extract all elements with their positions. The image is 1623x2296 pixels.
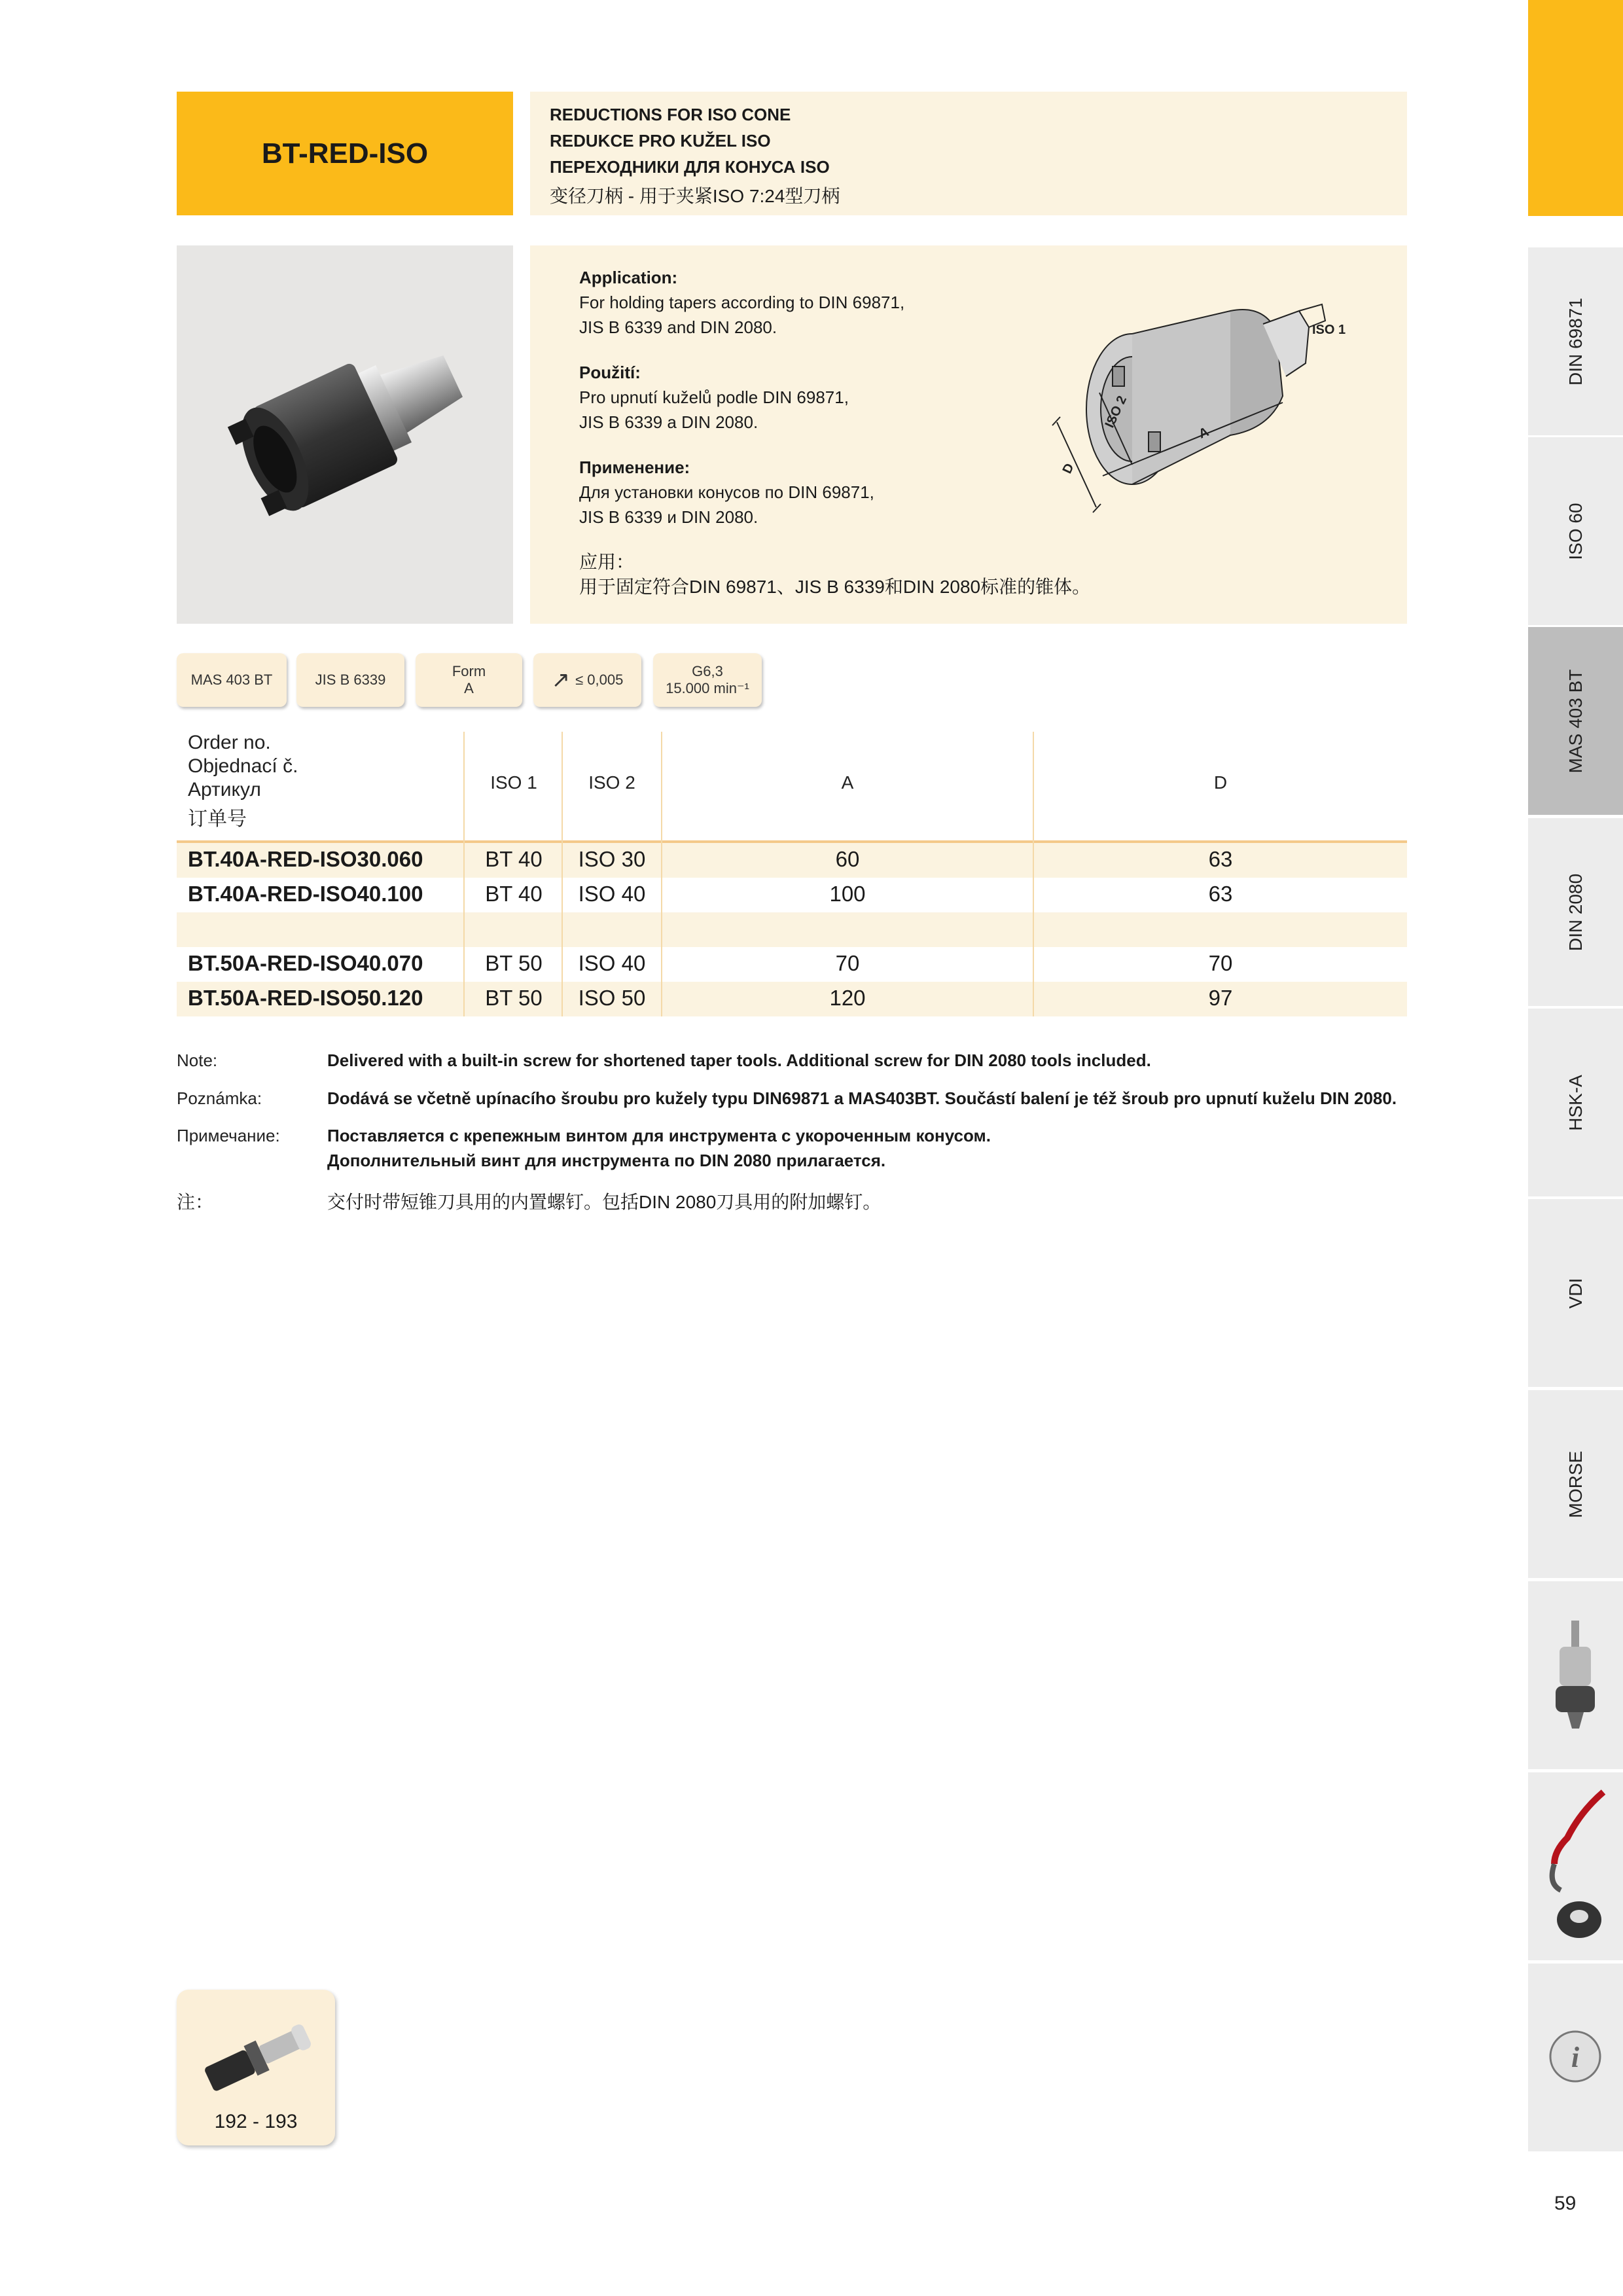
header-order-ru: Артикул	[188, 779, 261, 800]
iso2-value: ISO 40	[578, 951, 646, 975]
d-value: 63	[1208, 882, 1233, 906]
sidebar-item-iso60[interactable]	[1528, 437, 1623, 625]
sidebar-item-din2080[interactable]	[1528, 818, 1623, 1006]
sidebar-item-morse[interactable]	[1528, 1390, 1623, 1578]
page-number: 59	[1554, 2193, 1577, 2214]
order-code: BT.40A-RED-ISO40.100	[188, 882, 423, 906]
note-label-en: Note:	[177, 1050, 218, 1070]
drawing-label-iso1: ISO 1	[1312, 323, 1346, 337]
spec-chip-runout	[533, 653, 641, 707]
spec-balance: G6,3	[692, 663, 723, 679]
iso1-value: BT 40	[485, 882, 543, 906]
application-text-cz-1: Pro upnutí kuželů podle DIN 69871,	[579, 387, 849, 407]
drawing-label-d: D	[1060, 461, 1077, 476]
sidebar-item-info[interactable]	[1528, 1964, 1623, 2151]
order-code: BT.50A-RED-ISO40.070	[188, 951, 423, 975]
a-value: 100	[829, 882, 866, 906]
header-a: A	[841, 772, 854, 793]
reference-card[interactable]	[177, 1990, 335, 2145]
spec-standard1: MAS 403 BT	[190, 672, 273, 688]
d-value: 97	[1208, 986, 1233, 1010]
title-box	[177, 92, 513, 215]
note-text-ru-2: Дополнительный винт для инструмента по DIN 2080 прилагается.	[327, 1151, 886, 1170]
spec-chip-jis	[296, 653, 404, 707]
sidebar-item-label: DIN 69871	[1565, 297, 1586, 386]
note-label-cz: Poznámka:	[177, 1088, 262, 1108]
sidebar-item-label: MAS 403 BT	[1565, 669, 1586, 773]
sidebar-accent	[1528, 0, 1623, 216]
a-value: 70	[835, 951, 860, 975]
sidebar-item-wrench-nut[interactable]	[1528, 1772, 1623, 1960]
subtitle-cz: REDUKCE PRO KUŽEL ISO	[550, 131, 771, 151]
application-text-ru-2: JIS B 6339 и DIN 2080.	[579, 507, 758, 527]
note-label-ru: Примечание:	[177, 1126, 280, 1145]
order-code: BT.40A-RED-ISO30.060	[188, 847, 423, 871]
sidebar-item-drill-chuck[interactable]	[1528, 1581, 1623, 1769]
header-order-zh: 订单号	[188, 808, 247, 830]
application-heading-ru: Применение:	[579, 457, 690, 477]
product-photo	[177, 245, 513, 624]
application-text-cz-2: JIS B 6339 a DIN 2080.	[579, 412, 758, 432]
sidebar-item-label: MORSE	[1565, 1450, 1586, 1518]
spec-chip-mas403bt	[177, 653, 287, 707]
sidebar-item-din69871[interactable]	[1528, 247, 1623, 435]
sidebar-item-label: HSK-A	[1565, 1074, 1586, 1131]
d-value: 63	[1208, 847, 1233, 871]
a-value: 60	[835, 847, 860, 871]
drawing-label-a: A	[1196, 424, 1211, 442]
application-box	[530, 245, 1407, 624]
note-text-ru-1: Поставляется с крепежным винтом для инструмента с укороченным конусом.	[327, 1126, 991, 1145]
sidebar-item-vdi[interactable]	[1528, 1199, 1623, 1387]
application-heading-en: Application:	[579, 268, 678, 287]
product-image	[177, 245, 513, 624]
page-title: BT-RED-ISO	[261, 137, 429, 170]
header-iso1: ISO 1	[490, 772, 537, 793]
note-text-en: Delivered with a built-in screw for shortened taper tools. Additional screw for DIN 2080 tools included.	[327, 1050, 1151, 1070]
application-text-ru-1: Для установки конусов по DIN 69871,	[579, 482, 874, 502]
note-text-zh: 交付时带短锥刀具用的内置螺钉。包括DIN 2080刀具用的附加螺钉。	[327, 1192, 882, 1212]
iso2-value: ISO 30	[578, 847, 646, 871]
subtitle-ru: ПЕРЕХОДНИКИ ДЛЯ КОНУСА ISO	[550, 157, 830, 177]
row-band	[177, 912, 1407, 947]
application-text-zh: 用于固定符合DIN 69871、JIS B 6339和DIN 2080标准的锥体。	[579, 577, 1091, 597]
application-heading-zh: 应用：	[579, 552, 635, 572]
subtitle-zh: 变径刀柄 - 用于夹紧ISO 7:24型刀柄	[550, 186, 840, 206]
sidebar-item-label: ISO 60	[1565, 502, 1586, 560]
iso1-value: BT 50	[485, 986, 543, 1010]
iso2-value: ISO 50	[578, 986, 646, 1010]
header-order-cz: Objednací č.	[188, 755, 298, 777]
spec-runout: ≤ 0,005	[575, 672, 624, 688]
spec-speed: 15.000 min⁻¹	[666, 680, 749, 696]
header-iso2: ISO 2	[588, 772, 635, 793]
note-text-cz: Dodává se včetně upínacího šroubu pro kužely typu DIN69871 a MAS403BT. Součástí balení je též šroub pro upnutí kuželu DIN 2080.	[327, 1088, 1397, 1108]
iso1-value: BT 40	[485, 847, 543, 871]
application-text-en-2: JIS B 6339 and DIN 2080.	[579, 317, 777, 337]
header-d: D	[1213, 772, 1228, 793]
header-order-en: Order no.	[188, 732, 271, 753]
a-value: 120	[829, 986, 866, 1010]
application-heading-cz: Použití:	[579, 363, 641, 382]
pull-stud-icon	[190, 2006, 321, 2104]
drawing-label-iso2: ISO 2	[1102, 393, 1130, 431]
spec-form-value: A	[464, 680, 474, 696]
order-code: BT.50A-RED-ISO50.120	[188, 986, 423, 1010]
spec-chip-form	[416, 653, 522, 707]
note-label-zh: 注：	[177, 1192, 214, 1212]
application-text-en-1: For holding tapers according to DIN 69871,	[579, 293, 905, 312]
technical-drawing	[1034, 265, 1400, 514]
iso1-value: BT 50	[485, 951, 543, 975]
subtitle-en: REDUCTIONS FOR ISO CONE	[550, 105, 791, 124]
sidebar-item-hsk-a[interactable]	[1528, 1009, 1623, 1196]
spec-chip-balance	[653, 653, 762, 707]
iso2-value: ISO 40	[578, 882, 646, 906]
d-value: 70	[1208, 951, 1233, 975]
sidebar-item-label: DIN 2080	[1565, 873, 1586, 951]
wrench-nut-icon	[1541, 1785, 1613, 1949]
sidebar-item-mas403bt[interactable]	[1528, 627, 1623, 815]
drill-chuck-icon	[1548, 1621, 1603, 1732]
sidebar-item-label: VDI	[1565, 1278, 1586, 1308]
spec-form-label: Form	[452, 663, 486, 679]
svg-text:i: i	[1571, 2041, 1580, 2073]
subtitle-box	[530, 92, 1407, 215]
reference-pages: 192 - 193	[214, 2111, 298, 2132]
info-icon	[1548, 2029, 1603, 2085]
spec-standard2: JIS B 6339	[315, 672, 386, 688]
runout-arrow-icon: ↗	[551, 668, 571, 692]
